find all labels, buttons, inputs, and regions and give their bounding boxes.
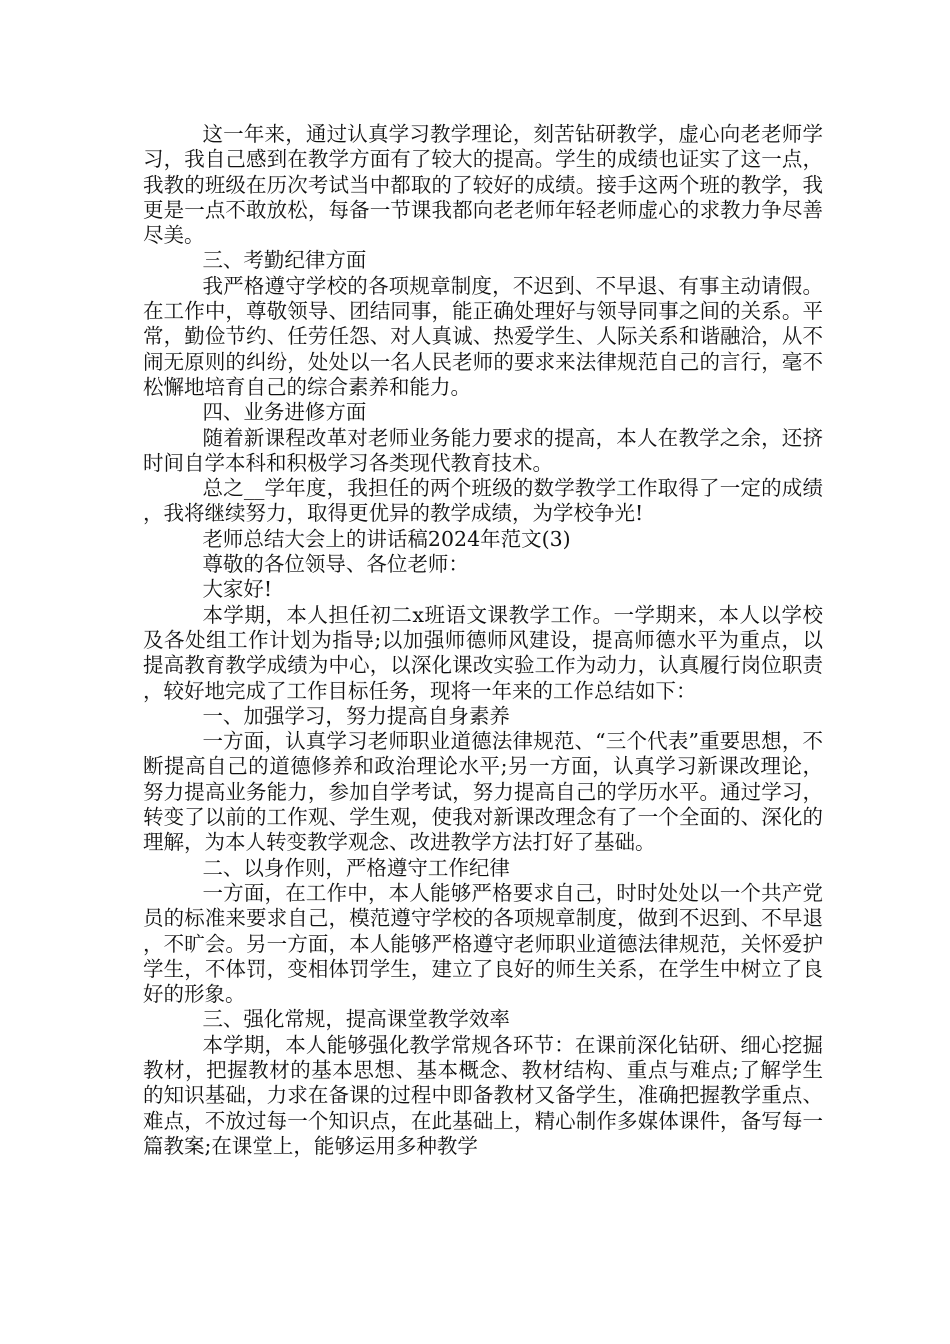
- document-page: [143, 122, 823, 1159]
- paragraph-self-improvement: 这一年来，通过认真学习教学理论，刻苦钻研教学，虚心向老老师学习，我自己感到在教学方面有了较大的提高。学生的成绩也证实了这一点，我教的班级在历次考试当中都取的了较好的成绩。接手这两个班的教学，我更是一点不敢放松，每备一节课我都向老老师年轻老师虚心的求教力争尽善尽美。: [143, 122, 823, 248]
- heading-strengthen-learning: 一、加强学习，努力提高自身素养: [202, 703, 510, 728]
- paragraph-learning: 一方面，认真学习老师职业道德法律规范、“三个代表”重要思想，不断提高自己的道德修养和政治理论水平;另一方面，认真学习新课改理论，努力提高业务能力，参加自学考试，努力提高自己的学历水平。通过学习，转变了以前的工作观、学生观，使我对新课改理念有了一个全面的、深化的理解，为本人转变教学观念、改进教学方法打好了基础。: [143, 729, 823, 855]
- paragraph-rules-compliance: 我严格遵守学校的各项规章制度，不迟到、不早退、有事主动请假。在工作中，尊敬领导、团结同事，能正确处理好与领导同事之间的关系。平常，勤俭节约、任劳任怨、对人真诚、热爱学生、人际关系和谐融洽，从不闹无原则的纠纷，处处以一名人民老师的要求来法律规范自己的言行，毫不松懈地培育自己的综合素养和能力。: [143, 273, 823, 399]
- paragraph-self-study: 随着新课程改革对老师业务能力要求的提高，本人在教学之余，还挤时间自学本科和积极学习各类现代教育技术。: [143, 425, 823, 475]
- paragraph-discipline: 一方面，在工作中，本人能够严格要求自己，时时处处以一个共产党员的标准来要求自己，模范遵守学校的各项规章制度，做到不迟到、不早退，不旷会。另一方面，本人能够严格遵守老师职业道德法律规范，关怀爱护学生，不体罚，变相体罚学生，建立了良好的师生关系，在学生中树立了良好的形象。: [143, 880, 823, 1007]
- section-title-speech: 老师总结大会上的讲话稿2024年范文(3): [202, 526, 571, 551]
- paragraph-semester-intro: 本学期，本人担任初二x班语文课教学工作。一学期来，本人以学校及各处组工作计划为指导;以加强师德师风建设，提高师德水平为重点，以提高教育教学成绩为中心，以深化课改实验工作为动力，认真履行岗位职责，较好地完成了工作目标任务，现将一年来的工作总结如下：: [143, 602, 823, 703]
- heading-professional-development: 四、业务进修方面: [202, 400, 367, 425]
- heading-lead-by-example: 二、以身作则，严格遵守工作纪律: [202, 855, 510, 880]
- greeting: 大家好!: [202, 577, 273, 602]
- paragraph-teaching-routine: 本学期，本人能够强化教学常规各环节：在课前深化钻研、细心挖掘教材，把握教材的基本思想、基本概念、教材结构、重点与难点;了解学生的知识基础，力求在备课的过程中即备教材又备学生，准确把握教学重点、难点，不放过每一个知识点，在此基础上，精心制作多媒体课件，备写每一篇教案;在课堂上，能够运用多种教学: [143, 1032, 823, 1158]
- heading-teaching-efficiency: 三、强化常规，提高课堂教学效率: [202, 1007, 510, 1032]
- salutation: 尊敬的各位领导、各位老师：: [202, 552, 469, 577]
- heading-attendance-discipline: 三、考勤纪律方面: [202, 248, 367, 273]
- paragraph-conclusion: 总之__学年度，我担任的两个班级的数学教学工作取得了一定的成绩，我将继续努力，取得更优异的教学成绩，为学校争光!: [143, 476, 823, 526]
